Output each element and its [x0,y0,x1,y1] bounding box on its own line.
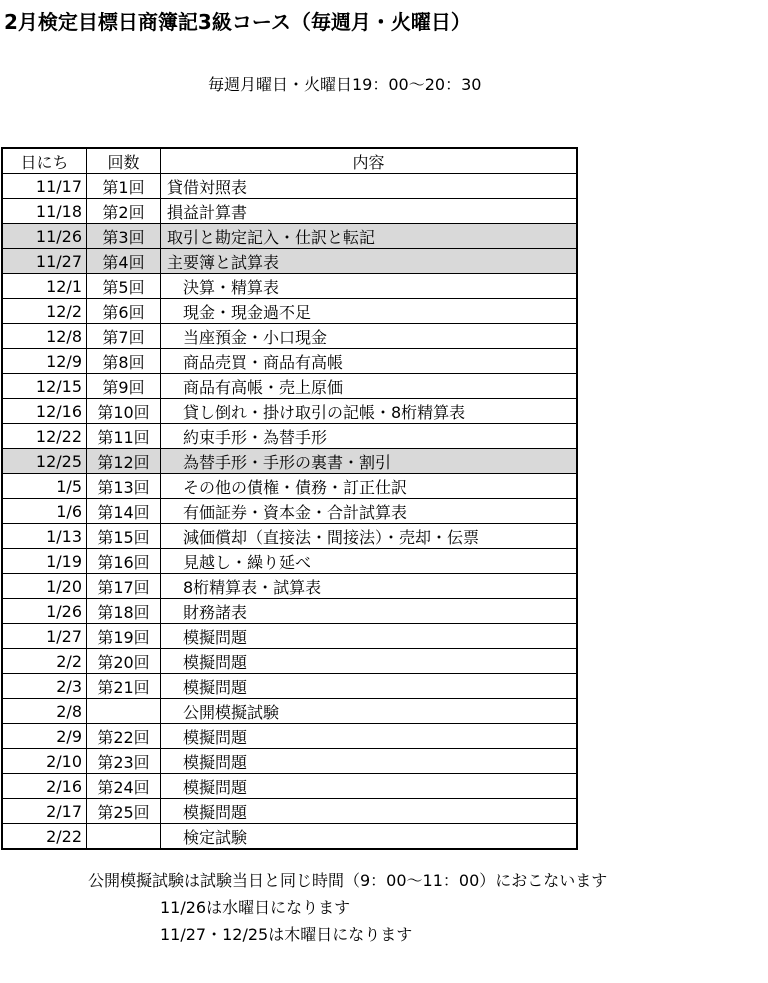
row-date: 12/15 [2,374,87,399]
row-date: 2/22 [2,824,87,850]
row-date: 1/26 [2,599,87,624]
row-date: 2/9 [2,724,87,749]
table-row [2,599,577,624]
row-session: 第7回 [87,324,161,349]
table-row [2,724,577,749]
table-row [2,299,577,324]
row-date: 12/9 [2,349,87,374]
header-session: 回数 [87,148,161,174]
row-content: 模擬問題 [161,649,578,674]
row-date: 1/13 [2,524,87,549]
row-date: 1/5 [2,474,87,499]
row-session: 第25回 [87,799,161,824]
row-content: 見越し・繰り延べ [161,549,578,574]
table-row [2,424,577,449]
row-content: 商品有高帳・売上原価 [161,374,578,399]
row-date: 12/16 [2,399,87,424]
row-session: 第24回 [87,774,161,799]
row-content: 主要簿と試算表 [161,249,578,274]
row-date: 12/1 [2,274,87,299]
row-content: 決算・精算表 [161,274,578,299]
row-content: 有価証券・資本金・合計試算表 [161,499,578,524]
row-session: 第3回 [87,224,161,249]
row-session: 第13回 [87,474,161,499]
table-row [2,549,577,574]
table-row [2,499,577,524]
row-content: 減価償却（直接法・間接法）・売却・伝票 [161,524,578,549]
row-content: 商品売買・商品有高帳 [161,349,578,374]
row-date: 11/17 [2,174,87,199]
row-content: 現金・現金過不足 [161,299,578,324]
row-session: 第22回 [87,724,161,749]
row-content: 模擬問題 [161,774,578,799]
note-mock-exam: 公開模擬試験は試験当日と同じ時間（9：00～11：00）におこないます [88,871,608,890]
row-session: 第21回 [87,674,161,699]
table-row [2,799,577,824]
row-session: 第1回 [87,174,161,199]
row-content: その他の債権・債務・訂正仕訳 [161,474,578,499]
table-row [2,674,577,699]
row-session: 第4回 [87,249,161,274]
table-row [2,749,577,774]
row-content: 公開模擬試験 [161,699,578,724]
row-session: 第8回 [87,349,161,374]
row-date: 2/3 [2,674,87,699]
page-title: 2月検定目標日商簿記3級コース（毎週月・火曜日） [4,10,471,34]
row-date: 12/25 [2,449,87,474]
table-row [2,624,577,649]
row-session: 第18回 [87,599,161,624]
row-session: 第16回 [87,549,161,574]
row-session: 第23回 [87,749,161,774]
note-thursday: 11/27・12/25は木曜日になります [160,925,413,944]
row-date: 1/20 [2,574,87,599]
row-date: 1/6 [2,499,87,524]
row-date: 2/10 [2,749,87,774]
row-content: 取引と勘定記入・仕訳と転記 [161,224,578,249]
table-row [2,574,577,599]
table-row [2,274,577,299]
row-date: 12/8 [2,324,87,349]
table-row [2,199,577,224]
row-session: 第20回 [87,649,161,674]
row-date: 11/18 [2,199,87,224]
row-date: 2/17 [2,799,87,824]
row-session: 第15回 [87,524,161,549]
row-content: 約束手形・為替手形 [161,424,578,449]
row-content: 模擬問題 [161,724,578,749]
header-content: 内容 [161,148,578,174]
header-date: 日にち [2,148,87,174]
row-session: 第17回 [87,574,161,599]
row-content: 模擬問題 [161,749,578,774]
table-header-row [2,148,577,174]
row-date: 11/26 [2,224,87,249]
row-date: 12/22 [2,424,87,449]
table-row [2,174,577,199]
row-date: 2/2 [2,649,87,674]
table-row [2,474,577,499]
row-session: 第19回 [87,624,161,649]
row-content: 貸借対照表 [161,174,578,199]
table-row [2,349,577,374]
table-row [2,449,577,474]
row-session: 第6回 [87,299,161,324]
row-date: 2/16 [2,774,87,799]
row-content: 模擬問題 [161,799,578,824]
table-row [2,399,577,424]
table-row [2,524,577,549]
row-content: 模擬問題 [161,624,578,649]
table-row [2,824,577,850]
table-row [2,699,577,724]
row-session: 第14回 [87,499,161,524]
row-session [87,824,161,850]
table-row [2,649,577,674]
table-body [2,174,577,850]
row-date: 12/2 [2,299,87,324]
row-date: 11/27 [2,249,87,274]
schedule-table [1,147,578,850]
row-date: 1/27 [2,624,87,649]
table-row [2,374,577,399]
table-row [2,774,577,799]
row-session: 第10回 [87,399,161,424]
schedule-time: 毎週月曜日・火曜日19：00～20：30 [208,75,482,94]
row-session: 第11回 [87,424,161,449]
row-date: 2/8 [2,699,87,724]
row-session: 第5回 [87,274,161,299]
row-session: 第9回 [87,374,161,399]
table-row [2,224,577,249]
row-content: 模擬問題 [161,674,578,699]
row-content: 貸し倒れ・掛け取引の記帳・8桁精算表 [161,399,578,424]
table-row [2,249,577,274]
row-session: 第2回 [87,199,161,224]
row-content: 8桁精算表・試算表 [161,574,578,599]
row-content: 検定試験 [161,824,578,850]
row-content: 財務諸表 [161,599,578,624]
table-row [2,324,577,349]
row-session [87,699,161,724]
row-session: 第12回 [87,449,161,474]
row-content: 当座預金・小口現金 [161,324,578,349]
note-wednesday: 11/26は水曜日になります [160,898,351,917]
row-content: 為替手形・手形の裏書・割引 [161,449,578,474]
row-date: 1/19 [2,549,87,574]
row-content: 損益計算書 [161,199,578,224]
